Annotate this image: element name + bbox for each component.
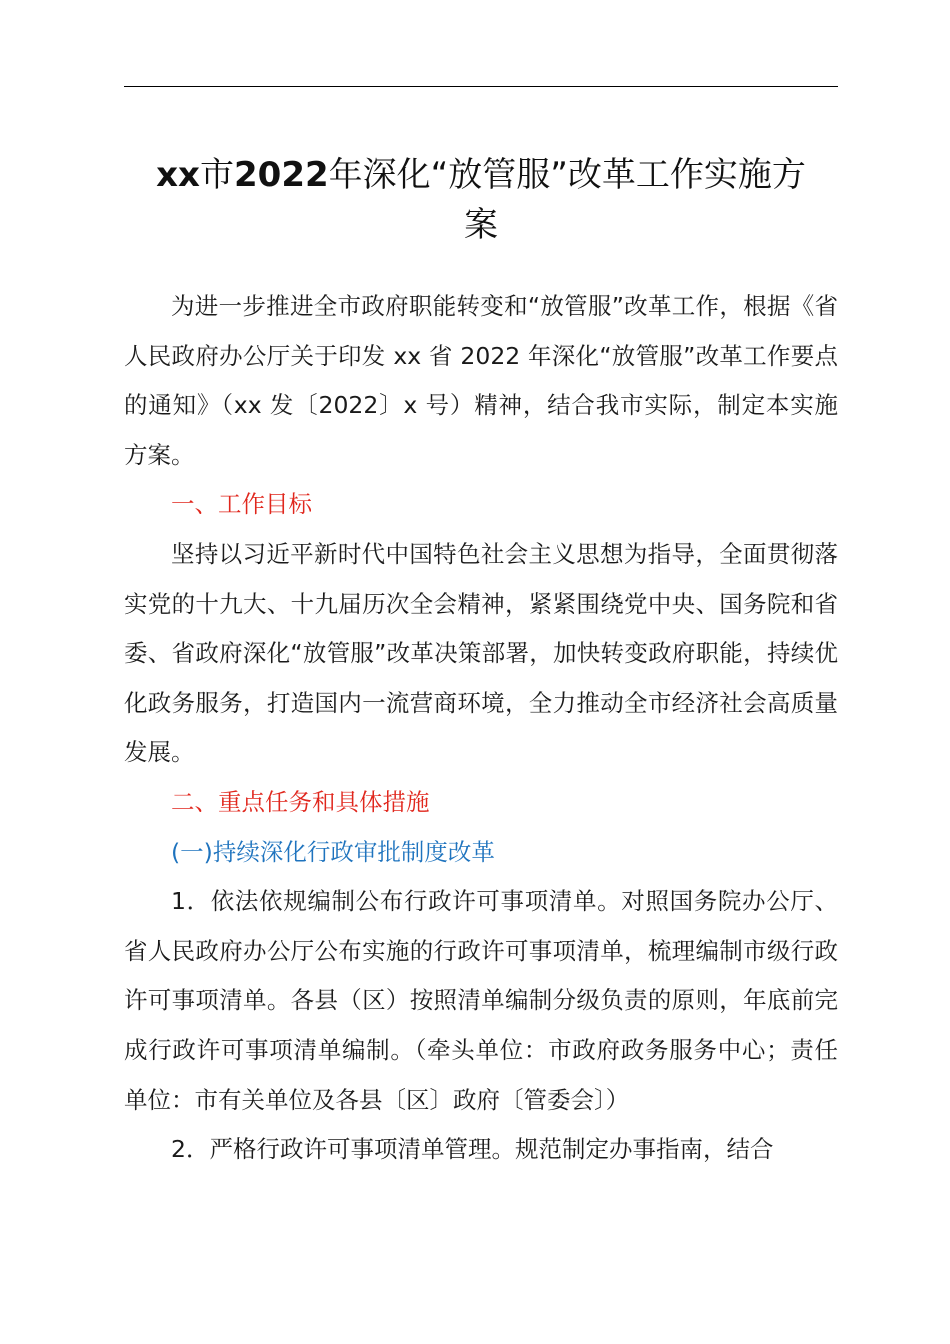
subsection-heading-approval-reform: (一)持续深化行政审批制度改革 [171,837,495,866]
paragraph-item-1: 1．依法依规编制公布行政许可事项清单。对照国务院办公厅、省人民政府办公厅公布实施的行政许可事项清单，梳理编制市级行政许可事项清单。各县（区）按照清单编制分级负责的原则，年底前完成行政许可事项清单编制。（牵头单位：市政府政务服务中心；责任单位：市有关单位及各县〔区〕政府〔管委会〕） [124,887,838,1114]
document-body [124,282,838,1175]
title-line-2: 案 [464,205,498,245]
section-heading-goals: 一、工作目标 [171,490,312,519]
paragraph-item-2: 2．严格行政许可事项清单管理。规范制定办事指南，结合 [171,1135,774,1164]
title-prefix: xx [156,155,200,195]
header-rule [124,86,838,87]
paragraph-intro: 为进一步推进全市政府职能转变和“放管服”改革工作，根据《省人民政府办公厅关于印发 xx 省 2022 年深化“放管服”改革工作要点的通知》（xx 发〔2022〕x 号）精神，结合我市实际，制定本实施方案。 [124,292,838,469]
paragraph-goals: 坚持以习近平新时代中国特色社会主义思想为指导，全面贯彻落实党的十九大、十九届历次全会精神，紧紧围绕党中央、国务院和省委、省政府深化“放管服”改革决策部署，加快转变政府职能，持续优化政务服务，打造国内一流营商环境，全力推动全市经济社会高质量发展。 [124,539,838,767]
title-part1: 市 [200,155,234,195]
title-part2: 年深化“放管服”改革工作实施方 [328,155,806,195]
title-line-1 [124,150,838,200]
document-title [124,150,838,250]
title-year: 2022 [234,155,329,195]
section-heading-tasks: 二、重点任务和具体措施 [171,787,430,816]
